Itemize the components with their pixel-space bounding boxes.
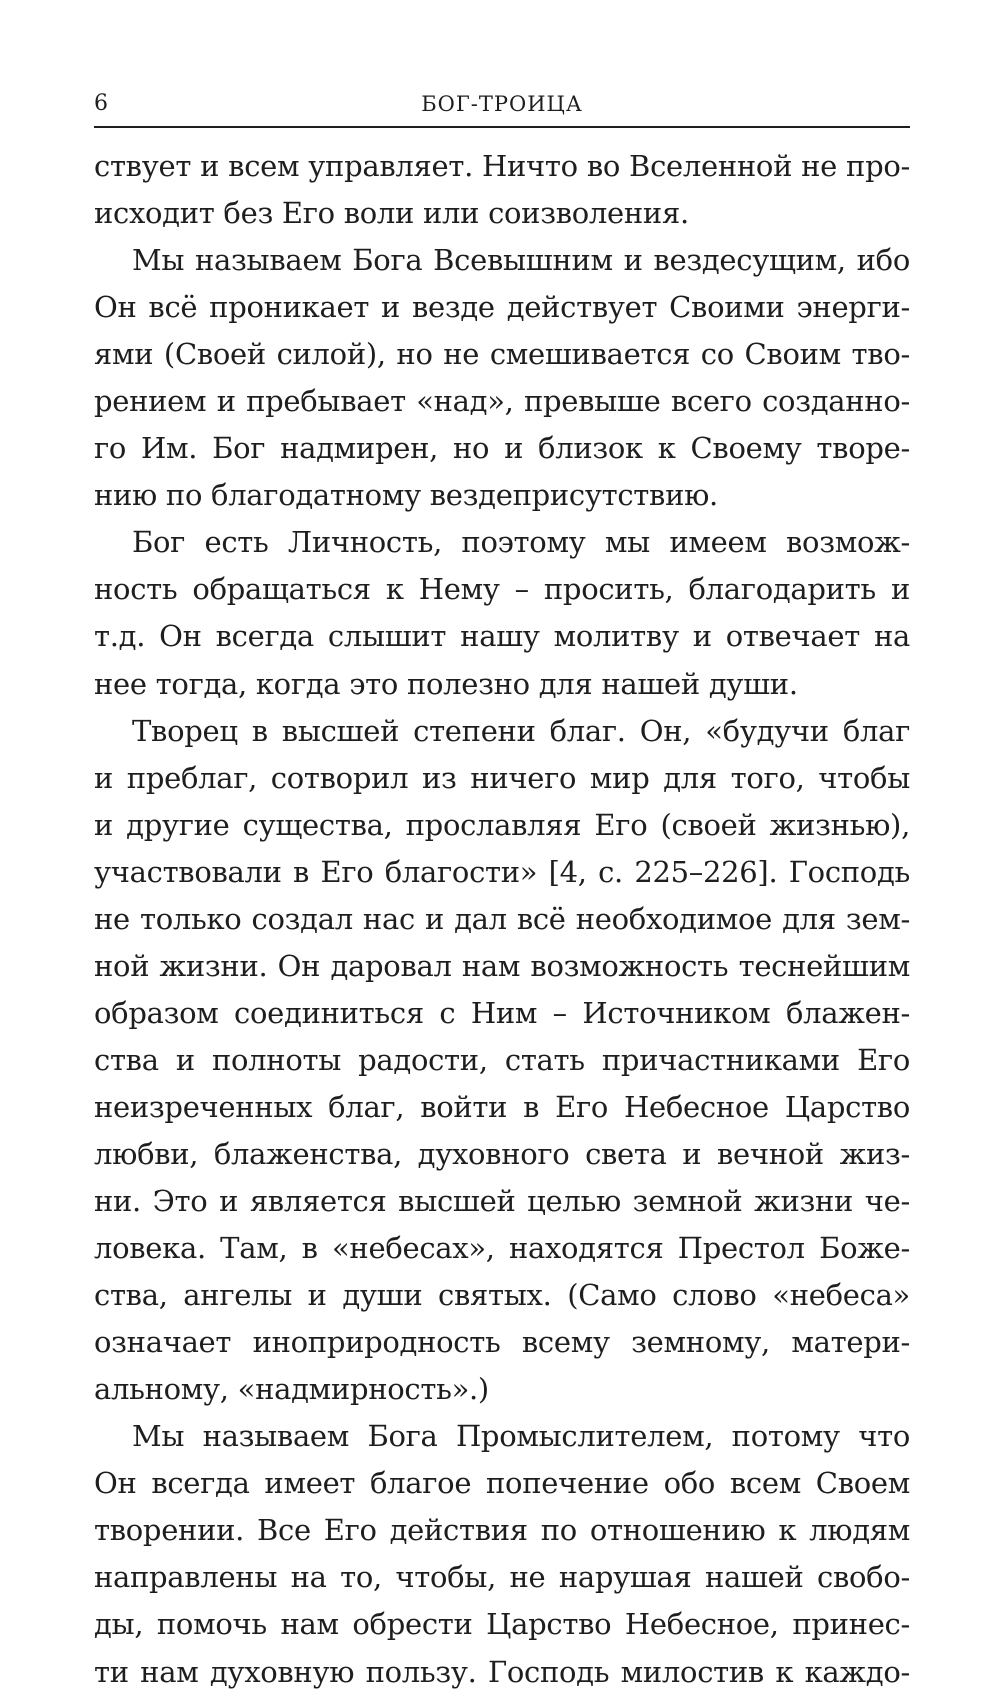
paragraph [94, 708, 910, 1414]
text-line: ти нам духовную пользу. Господь милостив к каждо- [94, 1654, 910, 1689]
text-line: и преблаг, сотворил из ничего мир для того, чтобы [94, 760, 910, 795]
text-line: Он всегда имеет благое попечение обо всем Своем [94, 1466, 910, 1501]
text-line: участвовали в Его благости» [4, с. 225–226]. Господь [94, 854, 910, 889]
text-line: нию по благодатному вездеприсутствию. [94, 478, 718, 513]
text-line: Он всё проникает и везде действует Своими энерги- [94, 290, 910, 325]
body-text [94, 143, 910, 1696]
text-line: неизреченных благ, войти в Его Небесное Царство [94, 1089, 910, 1124]
text-line: и другие существа, прославляя Его (своей жизнью), [94, 807, 910, 842]
text-line: Творец в высшей степени благ. Он, «будучи благ [132, 713, 910, 748]
text-line: ства, ангелы и души святых. (Само слово «небеса» [94, 1278, 910, 1313]
paragraph [94, 237, 910, 519]
text-line: рением и пребывает «над», превыше всего созданно- [94, 384, 910, 419]
text-line: направлены на то, чтобы, не нарушая нашей свобо- [94, 1560, 910, 1595]
paragraph [94, 1413, 910, 1695]
text-line: исходит без Его воли или соизволения. [94, 196, 689, 231]
text-line: альному, «надмирность».) [94, 1372, 489, 1407]
paragraph [94, 143, 910, 237]
text-line: го Им. Бог надмирен, но и близок к Своему творе- [94, 431, 910, 466]
text-line: ловека. Там, в «небесах», находятся Престол Боже- [94, 1231, 910, 1266]
text-line: ства и полноты радости, стать причастниками Его [94, 1042, 910, 1077]
running-head [94, 90, 910, 128]
text-line: ды, помочь нам обрести Царство Небесное, принес- [94, 1607, 910, 1642]
text-line: нее тогда, когда это полезно для нашей души. [94, 666, 798, 701]
text-line: не только создал нас и дал всё необходимое для зем- [94, 901, 910, 936]
paragraph [94, 519, 910, 707]
running-title: БОГ-ТРОИЦА [421, 92, 583, 116]
text-line: Мы называем Бога Всевышним и вездесущим, ибо [132, 243, 910, 278]
text-line: творении. Все Его действия по отношению к людям [94, 1513, 910, 1548]
text-line: любви, блаженства, духовного света и вечной жиз- [94, 1136, 910, 1171]
text-line: ность обращаться к Нему – просить, благодарить и [94, 572, 910, 607]
text-line: означает иноприродность всему земному, матери- [94, 1325, 910, 1360]
text-line: Мы называем Бога Промыслителем, потому что [132, 1419, 910, 1454]
text-line: образом соединиться с Ним – Источником блажен- [94, 995, 910, 1030]
text-line: ями (Своей силой), но не смешивается со Своим тво- [94, 337, 910, 372]
text-line: ни. Это и является высшей целью земной жизни че- [94, 1184, 910, 1219]
text-line: ной жизни. Он даровал нам возможность теснейшим [94, 948, 910, 983]
page-number: 6 [94, 91, 108, 116]
text-line: т.д. Он всегда слышит нашу молитву и отвечает на [94, 619, 910, 654]
text-line: ствует и всем управляет. Ничто во Вселенной не про- [94, 149, 910, 183]
text-line: Бог есть Личность, поэтому мы имеем возмож- [132, 525, 910, 560]
